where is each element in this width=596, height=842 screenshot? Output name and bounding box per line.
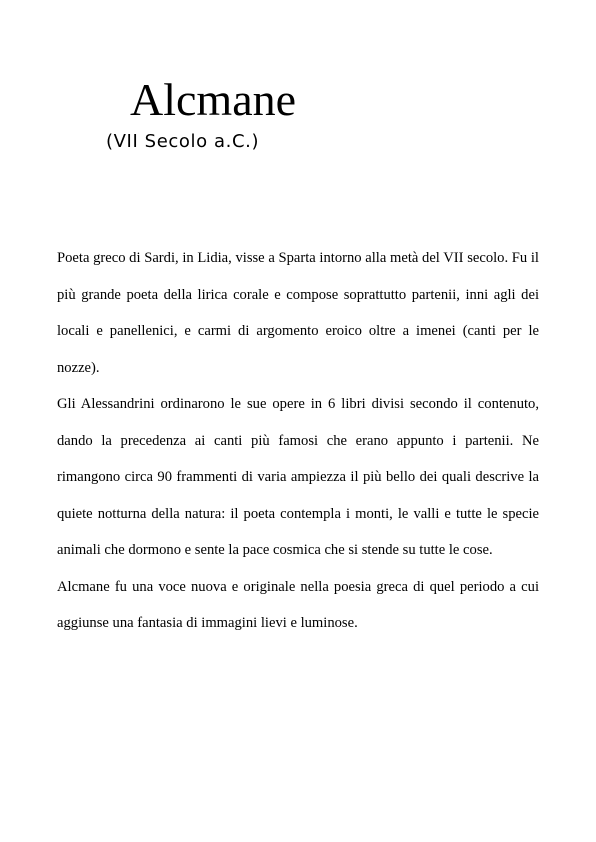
page-title: Alcmane [130,74,297,125]
body-text [57,240,539,642]
paragraph: Alcmane fu una voce nuova e originale nella poesia greca di quel periodo a cui aggiunse una fantasia di immagini lievi e luminose. [57,578,539,631]
paragraph: Poeta greco di Sardi, in Lidia, visse a Sparta intorno alla metà del VII secolo. Fu il più grande poeta della lirica corale e compose soprattutto partenii, inni agli dei locali e panellenici, e carmi di argomento eroico oltre a imenei (canti per le nozze). [57,250,539,376]
page-subtitle: (VII Secolo a.C.) [106,131,260,152]
paragraph: Gli Alessandrini ordinarono le sue opere in 6 libri divisi secondo il contenuto, dando la precedenza ai canti più famosi che erano appunto i partenii. Ne rimangono circa 90 frammenti di varia ampiezza il più bello dei quali descrive la quiete notturna della natura: il poeta contempla i monti, le valli e tutte le specie animali che dormono e sente la pace cosmica che si stende su tutte le cose. [57,396,539,558]
